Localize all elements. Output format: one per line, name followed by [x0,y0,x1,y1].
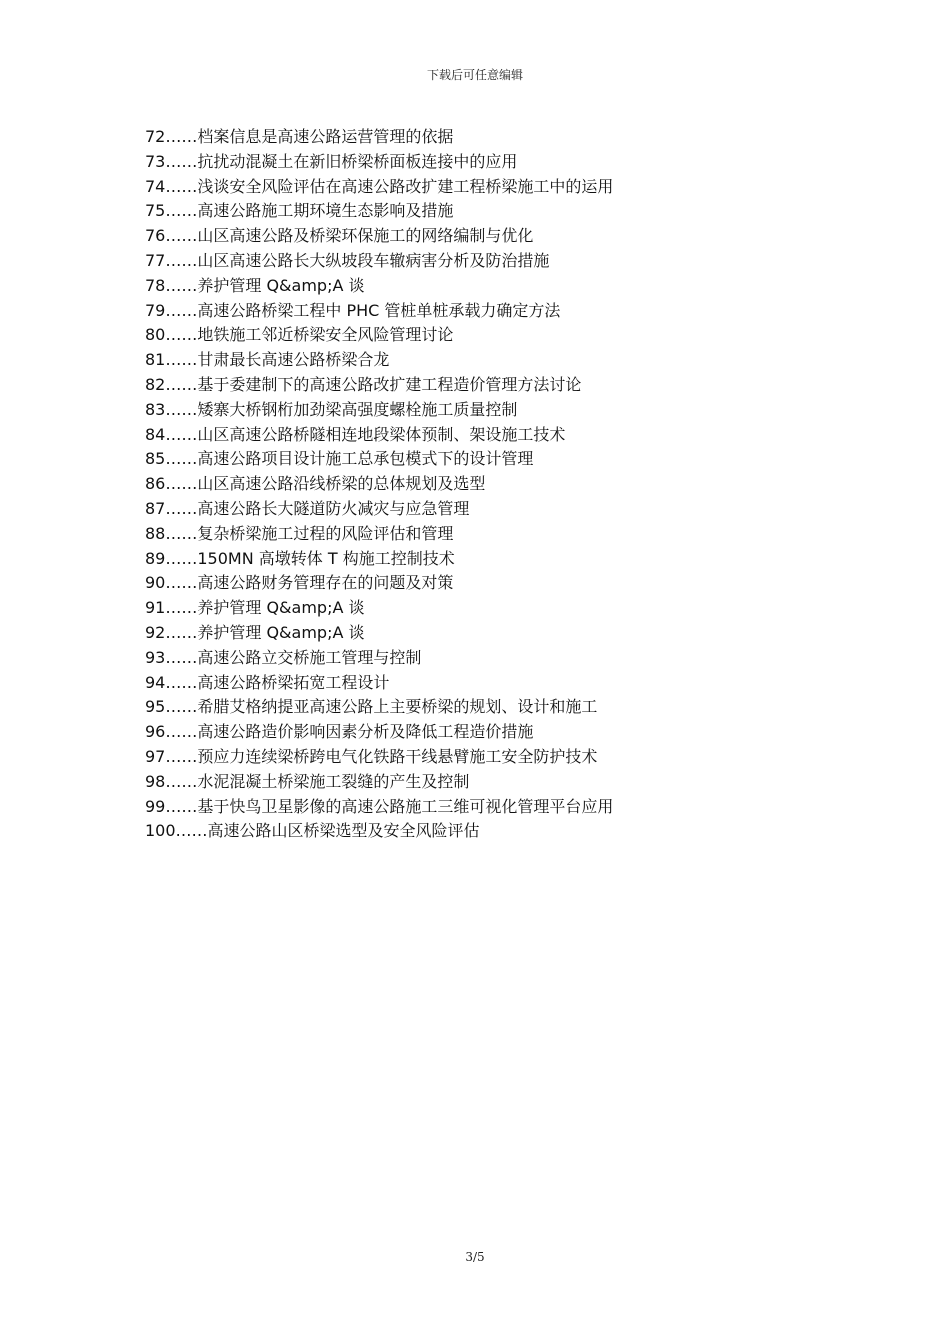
toc-item: 87……高速公路长大隧道防火减灾与应急管理 [145,498,470,518]
toc-item: 89……150MN 高墩转体 T 构施工控制技术 [145,548,455,568]
page-number: 3/5 [465,1250,485,1264]
toc-item: 75……高速公路施工期环境生态影响及措施 [145,201,454,221]
toc-item: 86……山区高速公路沿线桥梁的总体规划及选型 [145,474,486,494]
toc-item: 79……高速公路桥梁工程中 PHC 管桩单桩承载力确定方法 [145,300,561,320]
toc-item: 78……养护管理 Q&amp;A 谈 [145,275,365,295]
toc-item: 91……养护管理 Q&amp;A 谈 [145,598,365,618]
toc-item: 94……高速公路桥梁拓宽工程设计 [145,672,390,692]
page-header: 下载后可任意编辑 [426,68,523,82]
toc-item: 73……抗扰动混凝土在新旧桥梁桥面板连接中的应用 [145,151,518,171]
toc-item: 83……矮寨大桥钢桁加劲梁高强度螺栓施工质量控制 [145,399,518,419]
toc-item: 77……山区高速公路长大纵坡段车辙病害分析及防治措施 [145,250,550,270]
toc-item: 100……高速公路山区桥梁选型及安全风险评估 [145,821,480,841]
toc-item: 93……高速公路立交桥施工管理与控制 [145,647,422,667]
toc-item: 84……山区高速公路桥隧相连地段梁体预制、架设施工技术 [145,424,566,444]
toc-item: 74……浅谈安全风险评估在高速公路改扩建工程桥梁施工中的运用 [145,176,614,196]
toc-item: 81……甘肃最长高速公路桥梁合龙 [145,350,390,370]
toc-item: 82……基于委建制下的高速公路改扩建工程造价管理方法讨论 [145,374,582,394]
toc-list [145,125,845,844]
toc-item: 98……水泥混凝土桥梁施工裂缝的产生及控制 [145,771,470,791]
toc-item: 95……希腊艾格纳提亚高速公路上主要桥梁的规划、设计和施工 [145,697,598,717]
toc-item: 92……养护管理 Q&amp;A 谈 [145,622,365,642]
toc-item: 85……高速公路项目设计施工总承包模式下的设计管理 [145,449,534,469]
toc-item: 72……档案信息是高速公路运营管理的依据 [145,127,454,146]
toc-item: 99……基于快鸟卫星影像的高速公路施工三维可视化管理平台应用 [145,796,614,816]
toc-item: 76……山区高速公路及桥梁环保施工的网络编制与优化 [145,226,534,246]
toc-item: 90……高速公路财务管理存在的问题及对策 [145,573,454,593]
toc-item: 80……地铁施工邻近桥梁安全风险管理讨论 [145,325,454,345]
toc-item: 97……预应力连续梁桥跨电气化铁路干线悬臂施工安全防护技术 [145,746,598,766]
toc-item: 96……高速公路造价影响因素分析及降低工程造价措施 [145,722,534,742]
toc-item: 88……复杂桥梁施工过程的风险评估和管理 [145,523,454,543]
